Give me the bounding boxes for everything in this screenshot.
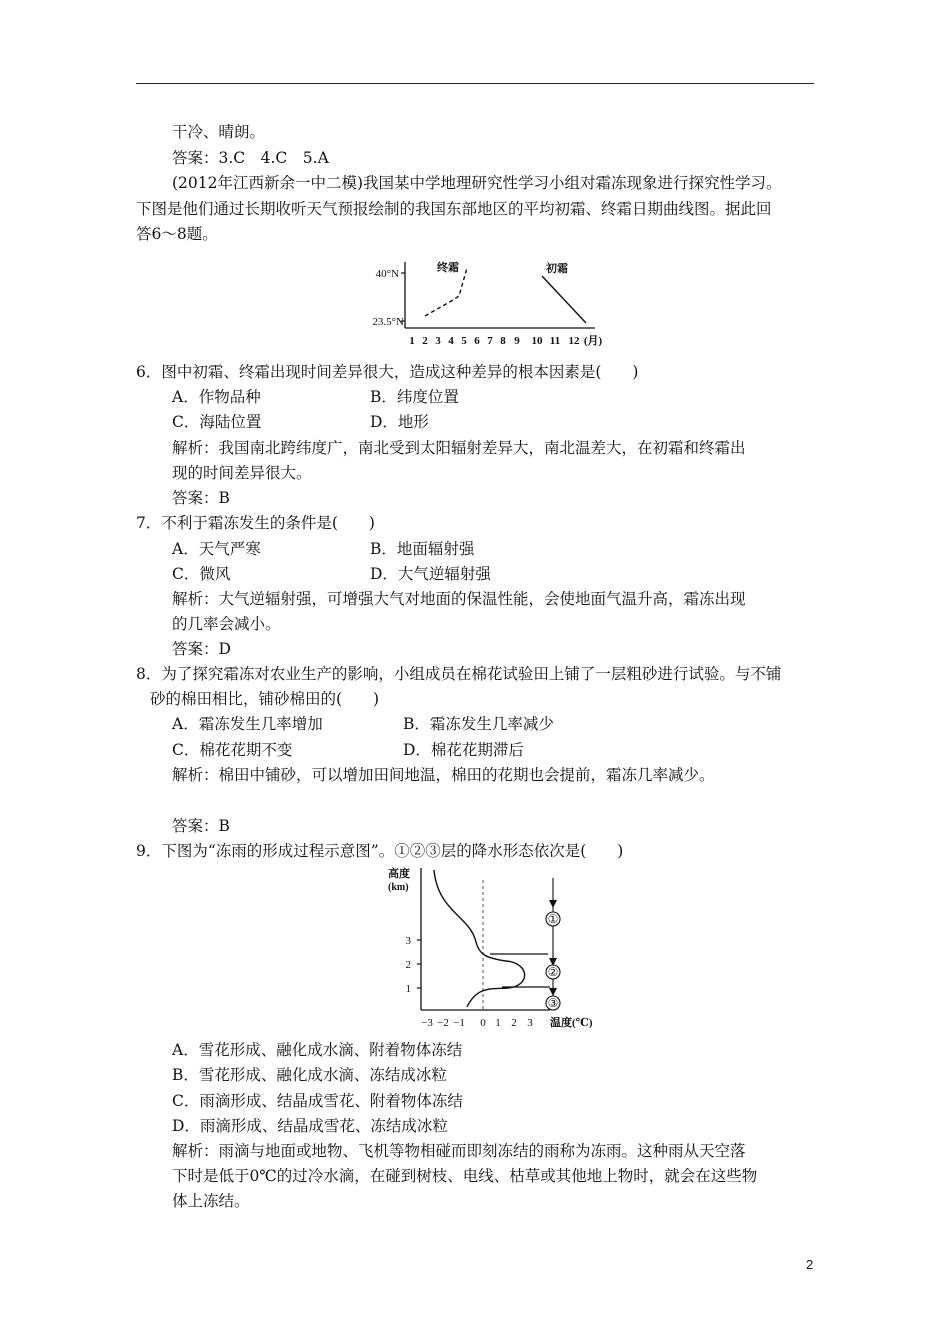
freezing-rain-chart (380, 862, 610, 1034)
x-tick-label: 2 (511, 1017, 517, 1029)
text-line: 干冷、晴朗。 (172, 123, 266, 141)
first-frost-line (542, 276, 586, 323)
x-tick-label: 4 (448, 335, 454, 347)
explanation-9: 下时是低于0℃的过冷水滴，在碰到树枝、电线、枯草或其他地上物时，就会在这些物 (172, 1167, 758, 1185)
x-tick-label: 5 (461, 335, 467, 347)
x-tick-label: 11 (549, 335, 561, 347)
option-6a: A．作物品种 (172, 388, 261, 406)
option-9b: B．雪花形成、融化成水滴、冻结成冰粒 (172, 1066, 447, 1084)
layer-1-label: ① (547, 912, 559, 926)
option-6b: B．纬度位置 (370, 388, 459, 406)
layer-3-label: ③ (547, 996, 559, 1010)
option-7b: B．地面辐射强 (370, 540, 475, 558)
question-6: 6．图中初霜、终霜出现时间差异很大，造成这种差异的根本因素是( ) (136, 363, 639, 381)
answer-3-5: 答案：3.C 4.C 5.A (172, 149, 329, 167)
option-9d: D．雨滴形成、结晶成雪花、冻结成冰粒 (172, 1117, 448, 1135)
explanation-7: 的几率会减小。 (172, 615, 281, 633)
y-title: 高度 (388, 868, 410, 880)
explanation-9: 体上冻结。 (172, 1192, 250, 1210)
y-tick-2: 2 (405, 959, 411, 971)
x-tick-label: 1 (495, 1017, 501, 1029)
x-tick-label: −3 (421, 1017, 433, 1029)
option-8c: C．棉花花期不变 (172, 741, 293, 759)
option-7a: A．天气严寒 (172, 540, 261, 558)
x-tick-label: 3 (435, 335, 441, 347)
option-6c: C．海陆位置 (172, 413, 262, 431)
option-7d: D．大气逆辐射强 (370, 565, 491, 583)
frost-date-chart (355, 256, 630, 356)
series-label-last-frost: 终霜 (437, 262, 459, 274)
explanation-9: 解析：雨滴与地面或地物、飞机等物相碰而即刻冻结的雨称为冻雨。这种雨从天空落 (172, 1142, 746, 1160)
x-tick-label: 6 (474, 335, 480, 347)
x-tick-label: 0 (480, 1017, 486, 1029)
intro-line: 下图是他们通过长期收听天气预报绘制的我国东部地区的平均初霜、终霜日期曲线图。据此回 (136, 200, 772, 218)
option-8a: A．霜冻发生几率增加 (172, 715, 323, 733)
header-rule (136, 83, 814, 84)
x-tick-label: −1 (453, 1017, 465, 1029)
option-8b: B．霜冻发生几率减少 (403, 715, 554, 733)
x-tick-label: (月) (583, 335, 603, 347)
question-9: 9．下图为“冻雨的形成过程示意图”。①②③层的降水形态依次是( ) (136, 842, 624, 860)
layer-2-label: ② (547, 965, 559, 979)
y-label-23n: 23.5°N (372, 316, 404, 328)
question-8: 砂的棉田相比，铺砂棉田的( ) (150, 690, 380, 708)
x-title: 温度(℃) (550, 1017, 593, 1029)
x-tick-label: 10 (531, 335, 543, 347)
intro-line: 答6～8题。 (136, 225, 218, 243)
x-tick-label: −2 (437, 1017, 449, 1029)
y-tick-3: 3 (405, 935, 411, 947)
question-7: 7．不利于霜冻发生的条件是( ) (136, 514, 375, 532)
answer-7: 答案：D (172, 640, 231, 658)
option-9a: A．雪花形成、融化成水滴、附着物体冻结 (172, 1041, 463, 1059)
x-tick-label: 9 (514, 335, 520, 347)
explanation-6: 现的时间差异很大。 (172, 464, 312, 482)
y-tick-1: 1 (405, 983, 411, 995)
option-8d: D．棉花花期滞后 (403, 741, 524, 759)
x-tick-label: 8 (500, 335, 506, 347)
explanation-8: 解析：棉田中铺砂，可以增加田间地温，棉田的花期也会提前，霜冻几率减少。 (172, 766, 715, 784)
option-9c: C．雨滴形成、结晶成雪花、附着物体冻结 (172, 1092, 463, 1110)
option-6d: D．地形 (370, 413, 429, 431)
page-number: 2 (806, 1257, 814, 1272)
series-label-first-frost: 初霜 (546, 263, 568, 275)
x-tick-label: 7 (487, 335, 493, 347)
intro-line: (2012年江西新余一中二模)我国某中学地理研究性学习小组对霜冻现象进行探究性学习。 (172, 174, 782, 192)
answer-8: 答案：B (172, 817, 230, 835)
last-frost-line (425, 268, 467, 316)
x-tick-label: 12 (568, 335, 580, 347)
explanation-7: 解析：大气逆辐射强，可增强大气对地面的保温性能，会使地面气温升高，霜冻出现 (172, 590, 746, 608)
question-8: 8．为了探究霜冻对农业生产的影响，小组成员在棉花试验田上铺了一层粗砂进行试验。与不铺 (136, 665, 782, 683)
explanation-6: 解析：我国南北跨纬度广，南北受到太阳辐射差异大，南北温差大，在初霜和终霜出 (172, 439, 746, 457)
x-tick-label: 1 (409, 335, 415, 347)
option-7c: C．微风 (172, 565, 231, 583)
answer-6: 答案：B (172, 489, 230, 507)
y-title-unit: (km) (388, 882, 409, 893)
y-label-40n: 40°N (375, 268, 399, 280)
x-tick-label: 2 (422, 335, 428, 347)
x-tick-label: 3 (527, 1017, 533, 1029)
